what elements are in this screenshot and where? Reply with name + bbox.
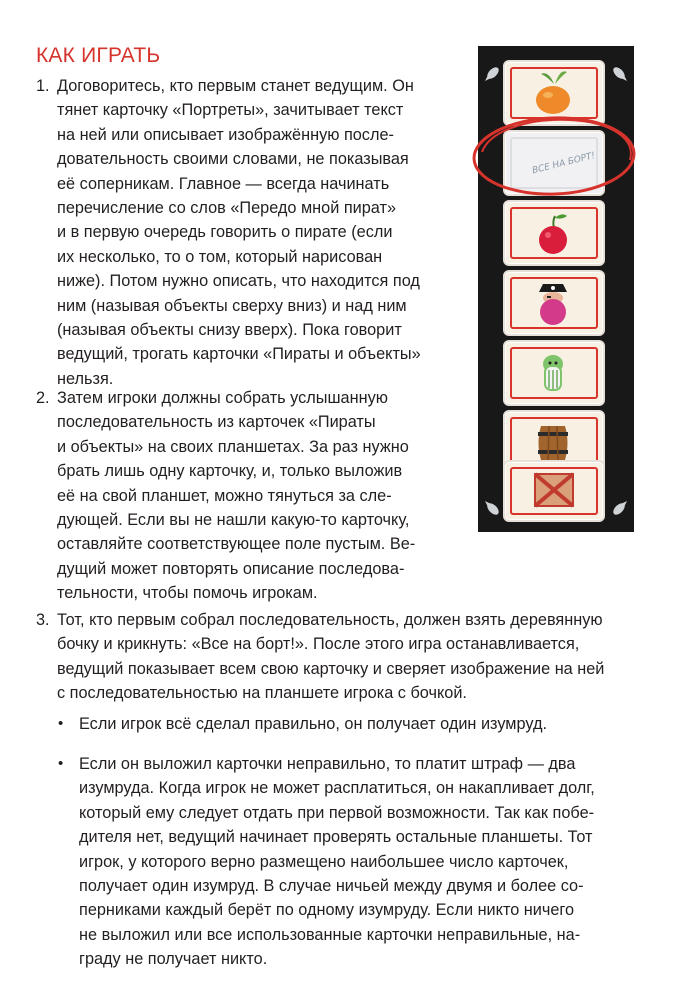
text-line: с последовательностью на планшете игрока с бочкой. <box>57 684 467 703</box>
bullet-symbol: • <box>58 715 64 732</box>
bullet-correct <box>58 712 668 740</box>
step-number: 2. <box>36 389 50 407</box>
step-text <box>57 608 604 706</box>
text-line: (называя объекты снизу вверх). Пока говорит <box>57 321 402 340</box>
text-line: получает один изумруд. В случае ничьей между двумя и более со- <box>79 877 584 896</box>
text-line: граду не получает никто. <box>79 950 268 969</box>
fish-icon <box>608 62 630 84</box>
text-line: ведущий, трогать карточки «Пираты и объекты» <box>57 345 421 364</box>
card-pirate-red-beard <box>503 270 605 336</box>
step-number: 3. <box>36 611 50 629</box>
text-line: игрок, у которого верно размещено наибольшее число карточек, <box>79 852 569 871</box>
card-all-aboard <box>503 130 605 196</box>
card-crate <box>503 460 605 522</box>
card-pirate-green <box>503 340 605 406</box>
text-line: тельности, чтобы помочь игрокам. <box>57 584 318 603</box>
step-number: 1. <box>36 77 50 95</box>
text-line: дущий может повторять описание последова- <box>57 559 405 578</box>
text-line: оставляйте соответствующее поле пустым. Ве- <box>57 535 416 554</box>
text-line: и в первую очередь говорить о пирате (если <box>57 223 393 242</box>
bullet-incorrect <box>58 752 668 982</box>
text-line: дителя нет, ведущий начинает проверять остальные планшеты. Тот <box>79 828 593 847</box>
text-line: изумруда. Когда игрок не может расплатиться, он накапливает долг, <box>79 779 595 798</box>
fish-icon <box>482 498 504 520</box>
text-line: Тот, кто первым собрал последовательность, должен взять деревянную <box>57 611 603 629</box>
text-line: на ней или описывает изображённую после- <box>57 125 394 144</box>
text-line: Если он выложил карточки неправильно, то платит штраф — два <box>79 755 576 773</box>
text-line: дующей. Если вы не нашли какую-то карточку, <box>57 511 410 530</box>
card-cherry <box>503 200 605 266</box>
text-line: брать лишь одну карточку, и, только выложив <box>57 462 403 481</box>
text-line: не выложил или все использованные карточки неправильные, на- <box>79 925 581 944</box>
text-line: ниже). Потом нужно описать, что находится под <box>57 272 420 291</box>
text-line: бочку и крикнуть: «Все на борт!». После этого игра останавливается, <box>57 635 580 654</box>
text-line: тянет карточку «Портреты», зачитывает текст <box>57 101 404 120</box>
text-line: довательность своими словами, не показывая <box>57 150 409 169</box>
text-line: Договоритесь, кто первым станет ведущим. Он <box>57 77 414 95</box>
step-1 <box>36 74 466 394</box>
page-title: КАК ИГРАТЬ <box>36 44 161 67</box>
text-line: нельзя. <box>57 369 114 388</box>
text-line: их несколько, то о том, который нарисован <box>57 247 383 266</box>
text-line: Если игрок всё сделал правильно, он получает один изумруд. <box>79 715 547 733</box>
step-text <box>57 386 415 606</box>
card-caption: ВСЕ НА БОРТ! <box>531 150 597 177</box>
text-line: который ему следует отдать при первой возможности. Так как побе- <box>79 803 595 822</box>
player-board-illustration <box>478 46 634 532</box>
step-text <box>57 74 421 391</box>
bullet-symbol: • <box>58 755 64 772</box>
card-orange <box>503 60 605 126</box>
text-line: перечисление со слов «Передо мной пират» <box>57 199 397 218</box>
text-line: последовательность из карточек «Пираты <box>57 413 376 432</box>
step-2 <box>36 386 466 606</box>
bullet-text <box>79 752 595 972</box>
bullet-text <box>79 712 547 736</box>
text-line: её на свой планшет, можно тянуться за сле- <box>57 486 392 505</box>
text-line: Затем игроки должны собрать услышанную <box>57 389 388 407</box>
fish-icon <box>482 62 504 84</box>
text-line: и объекты» на своих планшетах. За раз нужно <box>57 437 409 456</box>
text-line: ним (называя объекты сверху вниз) и над ним <box>57 296 407 315</box>
text-line: перниками каждый берёт по одному изумруду. Если никто ничего <box>79 901 575 920</box>
fish-icon <box>608 498 630 520</box>
step-3 <box>36 608 666 708</box>
text-line: её соперникам. Главное — всегда начинать <box>57 174 390 193</box>
text-line: ведущий показывает всем свою карточку и сверяет изображение на ней <box>57 659 605 678</box>
